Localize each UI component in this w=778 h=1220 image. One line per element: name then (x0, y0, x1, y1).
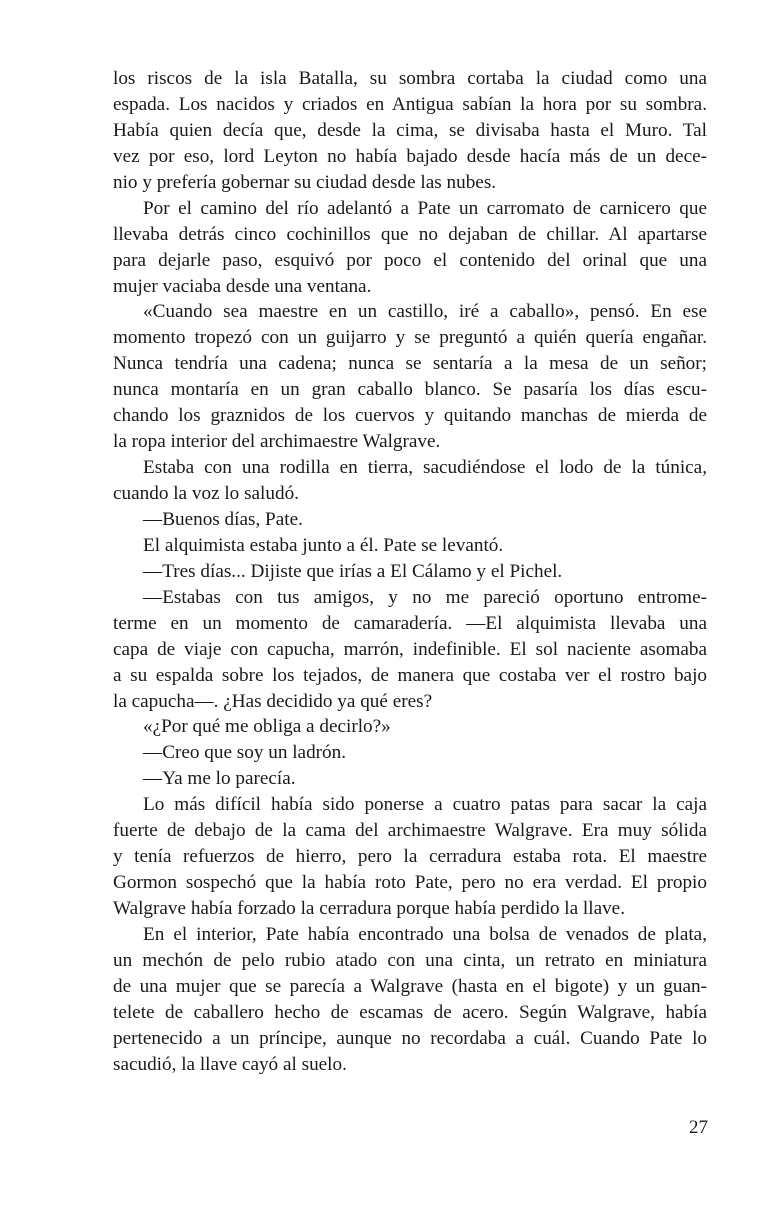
page-number: 27 (689, 1117, 708, 1138)
text-line: vez por eso, lord Leyton no había bajado desde hacía más de un dece- (113, 145, 707, 167)
text-line: espada. Los nacidos y criados en Antigua sabían la hora por su sombra. (113, 93, 707, 115)
body-text (113, 66, 707, 1078)
text-line: y tenía refuerzos de hierro, pero la cerradura estaba rota. El maestre (113, 846, 707, 868)
text-line: —Ya me lo parecía. (143, 768, 296, 790)
text-line: de una mujer que se parecía a Walgrave (hasta en el bigote) y un guan- (113, 975, 707, 997)
text-line: Por el camino del río adelantó a Pate un carromato de carnicero que (143, 197, 707, 219)
text-line: llevaba detrás cinco cochinillos que no dejaban de chillar. Al apartarse (113, 223, 707, 245)
text-line: «¿Por qué me obliga a decirlo?» (143, 716, 391, 738)
text-line: un mechón de pelo rubio atado con una cinta, un retrato en miniatura (113, 949, 707, 971)
text-line: capa de viaje con capucha, marrón, indefinible. El sol naciente asomaba (113, 638, 707, 660)
text-line: —Buenos días, Pate. (143, 508, 303, 530)
text-line: mujer vaciaba desde una ventana. (113, 275, 372, 297)
text-line: —Tres días... Dijiste que irías a El Cálamo y el Pichel. (143, 560, 563, 582)
text-line: nunca montaría en un gran caballo blanco. Se pasaría los días escu- (113, 379, 707, 401)
text-line: sacudió, la llave cayó al suelo. (113, 1053, 347, 1075)
text-line: telete de caballero hecho de escamas de acero. Según Walgrave, había (113, 1001, 707, 1023)
text-line: —Estabas con tus amigos, y no me pareció oportuno entrome- (143, 586, 707, 608)
text-line: la ropa interior del archimaestre Walgrave. (113, 431, 441, 453)
text-line: Gormon sospechó que la había roto Pate, pero no era verdad. El propio (113, 872, 707, 894)
text-line: Walgrave había forzado la cerradura porque había perdido la llave. (113, 898, 625, 919)
text-line: la capucha—. ¿Has decidido ya qué eres? (113, 690, 433, 712)
text-line: —Creo que soy un ladrón. (143, 742, 347, 764)
text-line: momento tropezó con un guijarro y se preguntó a quién quería engañar. (113, 327, 707, 349)
text-line: En el interior, Pate había encontrado una bolsa de venados de plata, (143, 923, 707, 945)
text-line: El alquimista estaba junto a él. Pate se levantó. (143, 534, 504, 556)
text-line: fuerte de debajo de la cama del archimaestre Walgrave. Era muy sólida (113, 820, 707, 842)
text-line: Nunca tendría una cadena; nunca se sentaría a la mesa de un señor; (113, 353, 707, 375)
text-line: a su espalda sobre los tejados, de manera que costaba ver el rostro bajo (113, 664, 707, 686)
text-line: Lo más difícil había sido ponerse a cuatro patas para sacar la caja (143, 794, 707, 816)
text-line: Estaba con una rodilla en tierra, sacudiéndose el lodo de la túnica, (143, 457, 707, 479)
text-line: pertenecido a un príncipe, aunque no recordaba a cuál. Cuando Pate lo (113, 1027, 707, 1049)
text-line: nio y prefería gobernar su ciudad desde las nubes. (113, 171, 497, 193)
text-line: chando los graznidos de los cuervos y quitando manchas de mierda de (113, 405, 707, 427)
text-line: los riscos de la isla Batalla, su sombra cortaba la ciudad como una (113, 68, 707, 89)
text-line: para dejarle paso, esquivó por poco el contenido del orinal que una (113, 249, 707, 271)
text-line: Había quien decía que, desde la cima, se divisaba hasta el Muro. Tal (113, 119, 707, 141)
text-line: cuando la voz lo saludó. (113, 483, 299, 504)
text-line: terme en un momento de camaradería. —El alquimista llevaba una (113, 612, 707, 634)
text-line: «Cuando sea maestre en un castillo, iré a caballo», pensó. En ese (143, 301, 707, 323)
